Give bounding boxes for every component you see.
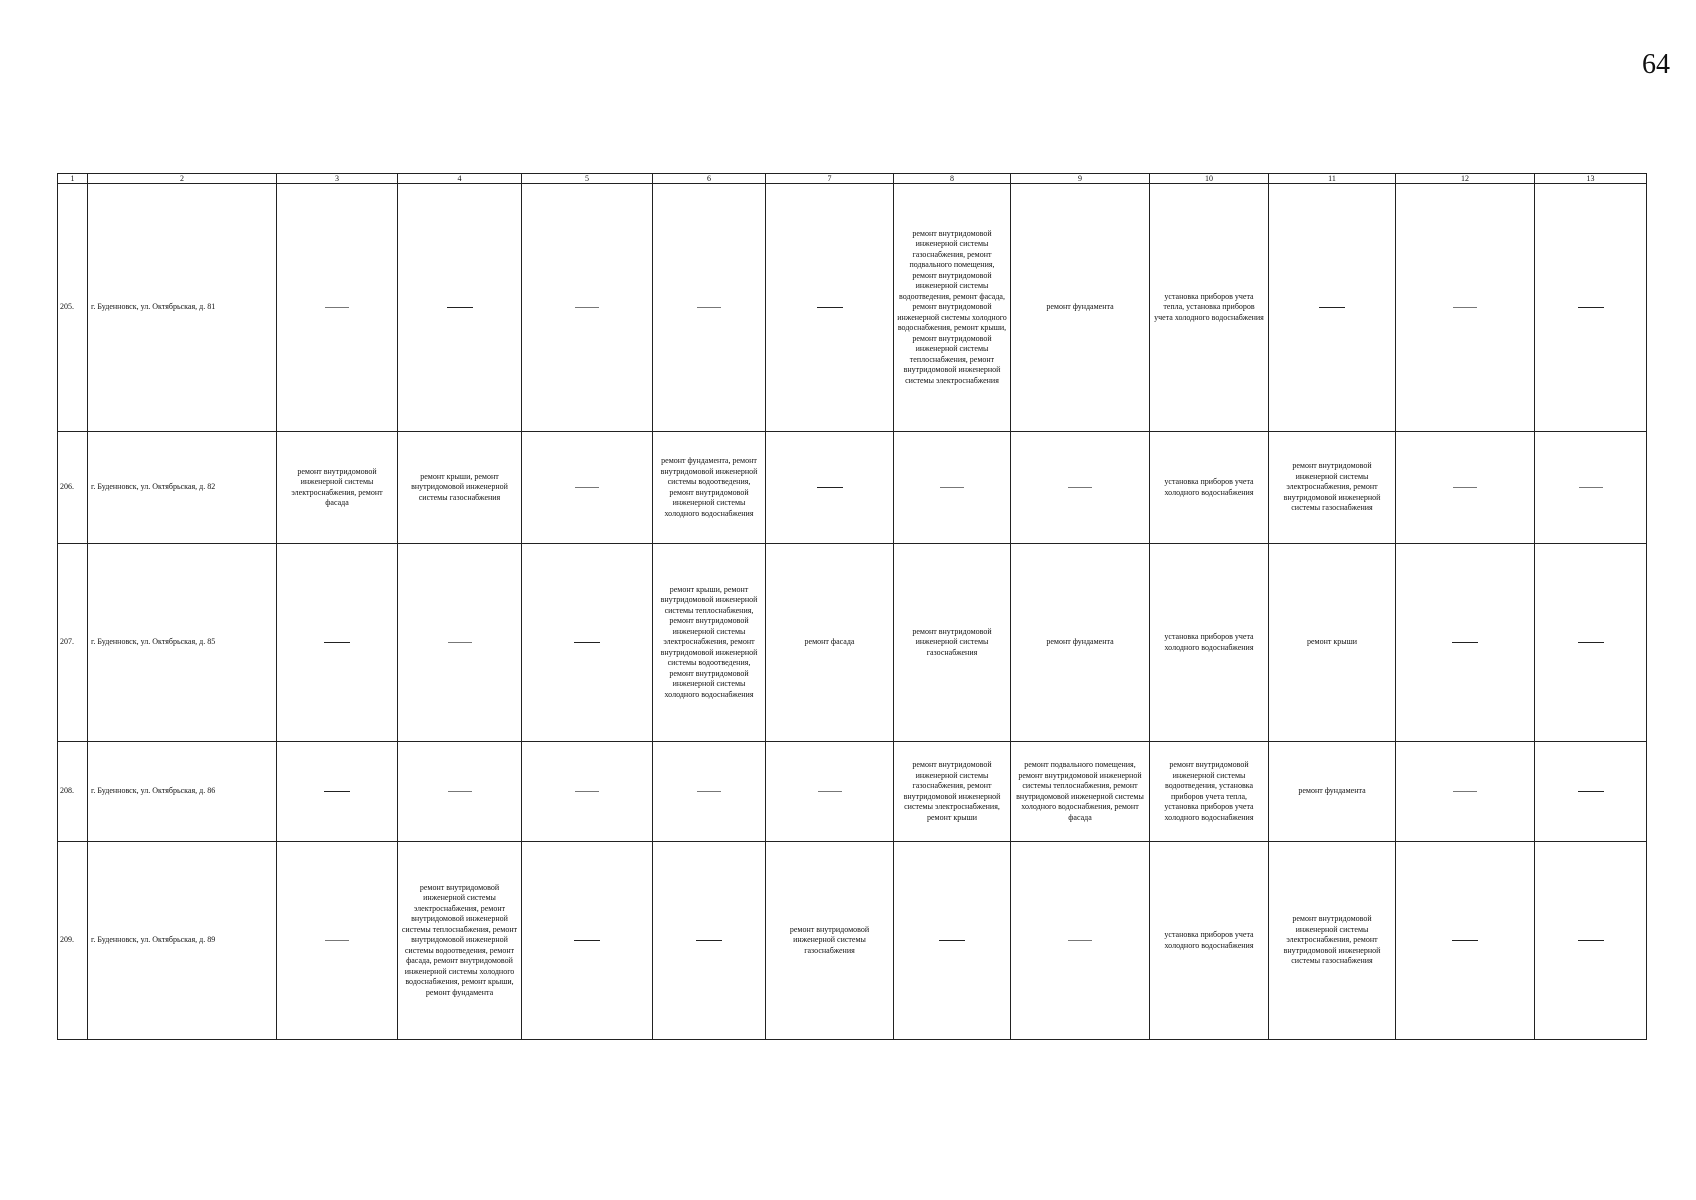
work-cell: ремонт внутридомовой инженерной системы газоснабжения xyxy=(894,544,1011,742)
dash-mark xyxy=(1578,642,1604,643)
work-cell: ремонт фасада xyxy=(766,544,894,742)
row-number: 209. xyxy=(58,842,88,1040)
empty-cell xyxy=(653,184,766,432)
dash-mark xyxy=(574,642,600,643)
work-cell: ремонт внутридомовой инженерной системы газоснабжения, ремонт внутридомовой инженерной системы электроснабжения, ремонт крыши xyxy=(894,742,1011,842)
empty-cell xyxy=(653,842,766,1040)
column-header: 8 xyxy=(894,174,1011,184)
row-number: 207. xyxy=(58,544,88,742)
dash-mark xyxy=(1453,791,1477,792)
work-cell: ремонт фундамента xyxy=(1269,742,1396,842)
empty-cell xyxy=(1396,184,1535,432)
empty-cell xyxy=(522,842,653,1040)
repair-schedule-table xyxy=(57,173,1647,1040)
empty-cell xyxy=(398,544,522,742)
dash-mark xyxy=(939,940,965,941)
dash-mark xyxy=(818,791,842,792)
empty-cell xyxy=(894,432,1011,544)
dash-mark xyxy=(697,791,721,792)
work-cell: установка приборов учета холодного водоснабжения xyxy=(1150,544,1269,742)
work-cell: ремонт крыши xyxy=(1269,544,1396,742)
table-row xyxy=(58,544,1647,742)
dash-mark xyxy=(1452,642,1478,643)
empty-cell xyxy=(1011,432,1150,544)
column-header: 2 xyxy=(88,174,277,184)
empty-cell xyxy=(1396,544,1535,742)
empty-cell xyxy=(522,544,653,742)
row-number: 206. xyxy=(58,432,88,544)
dash-mark xyxy=(1453,487,1477,488)
empty-cell xyxy=(1269,184,1396,432)
column-header: 3 xyxy=(277,174,398,184)
empty-cell xyxy=(1535,432,1647,544)
dash-mark xyxy=(1068,940,1092,941)
dash-mark xyxy=(325,307,349,308)
column-header: 5 xyxy=(522,174,653,184)
work-cell: установка приборов учета холодного водоснабжения xyxy=(1150,432,1269,544)
dash-mark xyxy=(575,487,599,488)
empty-cell xyxy=(1535,544,1647,742)
dash-mark xyxy=(940,487,964,488)
column-header: 9 xyxy=(1011,174,1150,184)
dash-mark xyxy=(324,642,350,643)
dash-mark xyxy=(1319,307,1345,308)
table-row xyxy=(58,842,1647,1040)
empty-cell xyxy=(277,184,398,432)
empty-cell xyxy=(277,544,398,742)
empty-cell xyxy=(522,742,653,842)
dash-mark xyxy=(817,307,843,308)
column-header: 11 xyxy=(1269,174,1396,184)
empty-cell xyxy=(1535,184,1647,432)
row-number: 208. xyxy=(58,742,88,842)
empty-cell xyxy=(1396,432,1535,544)
column-header: 1 xyxy=(58,174,88,184)
work-cell: ремонт внутридомовой инженерной системы электроснабжения, ремонт внутридомовой инженерной системы газоснабжения xyxy=(1269,842,1396,1040)
empty-cell xyxy=(398,184,522,432)
dash-mark xyxy=(575,791,599,792)
work-cell: ремонт фундамента, ремонт внутридомовой инженерной системы водоотведения, ремонт внутридомовой инженерной системы холодного водоснабжения xyxy=(653,432,766,544)
empty-cell xyxy=(1535,742,1647,842)
empty-cell xyxy=(522,184,653,432)
address-cell: г. Буденновск, ул. Октябрьская, д. 85 xyxy=(88,544,277,742)
empty-cell xyxy=(1396,842,1535,1040)
work-cell: ремонт внутридомовой инженерной системы электроснабжения, ремонт внутридомовой инженерной системы газоснабжения xyxy=(1269,432,1396,544)
column-header: 12 xyxy=(1396,174,1535,184)
work-cell: ремонт фундамента xyxy=(1011,184,1150,432)
empty-cell xyxy=(653,742,766,842)
table-row xyxy=(58,184,1647,432)
dash-mark xyxy=(1452,940,1478,941)
dash-mark xyxy=(817,487,843,488)
work-cell: ремонт фундамента xyxy=(1011,544,1150,742)
empty-cell xyxy=(277,842,398,1040)
work-cell: ремонт крыши, ремонт внутридомовой инженерной системы газоснабжения xyxy=(398,432,522,544)
dash-mark xyxy=(697,307,721,308)
work-cell: ремонт подвального помещения, ремонт внутридомовой инженерной системы теплоснабжения, ремонт внутридомовой инженерной системы холодного водоснабжения, ремонт фасада xyxy=(1011,742,1150,842)
empty-cell xyxy=(894,842,1011,1040)
address-cell: г. Буденновск, ул. Октябрьская, д. 82 xyxy=(88,432,277,544)
empty-cell xyxy=(1396,742,1535,842)
work-cell: ремонт внутридомовой инженерной системы электроснабжения, ремонт внутридомовой инженерной системы теплоснабжения, ремонт внутридомовой инженерной системы водоотведения, ремонт фасада, ремонт внутридомовой инженерной системы холодного водоснабжения, ремонт крыши, ремонт фундамента xyxy=(398,842,522,1040)
work-cell: ремонт внутридомовой инженерной системы электроснабжения, ремонт фасада xyxy=(277,432,398,544)
empty-cell xyxy=(277,742,398,842)
work-cell: ремонт крыши, ремонт внутридомовой инженерной системы теплоснабжения, ремонт внутридомовой инженерной системы электроснабжения, ремонт внутридомовой инженерной системы водоотведения, ремонт внутридомовой инженерной системы холодного водоснабжения xyxy=(653,544,766,742)
address-cell: г. Буденновск, ул. Октябрьская, д. 89 xyxy=(88,842,277,1040)
dash-mark xyxy=(1578,940,1604,941)
empty-cell xyxy=(522,432,653,544)
address-cell: г. Буденновск, ул. Октябрьская, д. 86 xyxy=(88,742,277,842)
dash-mark xyxy=(574,940,600,941)
table-row xyxy=(58,432,1647,544)
dash-mark xyxy=(1068,487,1092,488)
dash-mark xyxy=(1578,791,1604,792)
dash-mark xyxy=(325,940,349,941)
dash-mark xyxy=(324,791,350,792)
dash-mark xyxy=(448,791,472,792)
column-header: 4 xyxy=(398,174,522,184)
work-cell: установка приборов учета тепла, установка приборов учета холодного водоснабжения xyxy=(1150,184,1269,432)
empty-cell xyxy=(766,432,894,544)
dash-mark xyxy=(1453,307,1477,308)
work-cell: ремонт внутридомовой инженерной системы водоотведения, установка приборов учета тепла, установка приборов учета холодного водоснабжения xyxy=(1150,742,1269,842)
empty-cell xyxy=(1011,842,1150,1040)
column-number-header xyxy=(58,174,1647,184)
column-header: 10 xyxy=(1150,174,1269,184)
row-number: 205. xyxy=(58,184,88,432)
column-header: 13 xyxy=(1535,174,1647,184)
dash-mark xyxy=(1579,487,1603,488)
dash-mark xyxy=(448,642,472,643)
dash-mark xyxy=(1578,307,1604,308)
column-header: 6 xyxy=(653,174,766,184)
work-cell: установка приборов учета холодного водоснабжения xyxy=(1150,842,1269,1040)
table-row xyxy=(58,742,1647,842)
address-cell: г. Буденновск, ул. Октябрьская, д. 81 xyxy=(88,184,277,432)
empty-cell xyxy=(1535,842,1647,1040)
dash-mark xyxy=(447,307,473,308)
dash-mark xyxy=(696,940,722,941)
page-number: 64 xyxy=(1642,49,1670,80)
empty-cell xyxy=(398,742,522,842)
empty-cell xyxy=(766,184,894,432)
column-header: 7 xyxy=(766,174,894,184)
work-cell: ремонт внутридомовой инженерной системы газоснабжения, ремонт подвального помещения, ремонт внутридомовой инженерной системы водоотведения, ремонт фасада, ремонт внутридомовой инженерной системы холодного водоснабжения, ремонт крыши, ремонт внутридомовой инженерной системы теплоснабжения, ремонт внутридомовой инженерной системы электроснабжения xyxy=(894,184,1011,432)
work-cell: ремонт внутридомовой инженерной системы газоснабжения xyxy=(766,842,894,1040)
empty-cell xyxy=(766,742,894,842)
dash-mark xyxy=(575,307,599,308)
